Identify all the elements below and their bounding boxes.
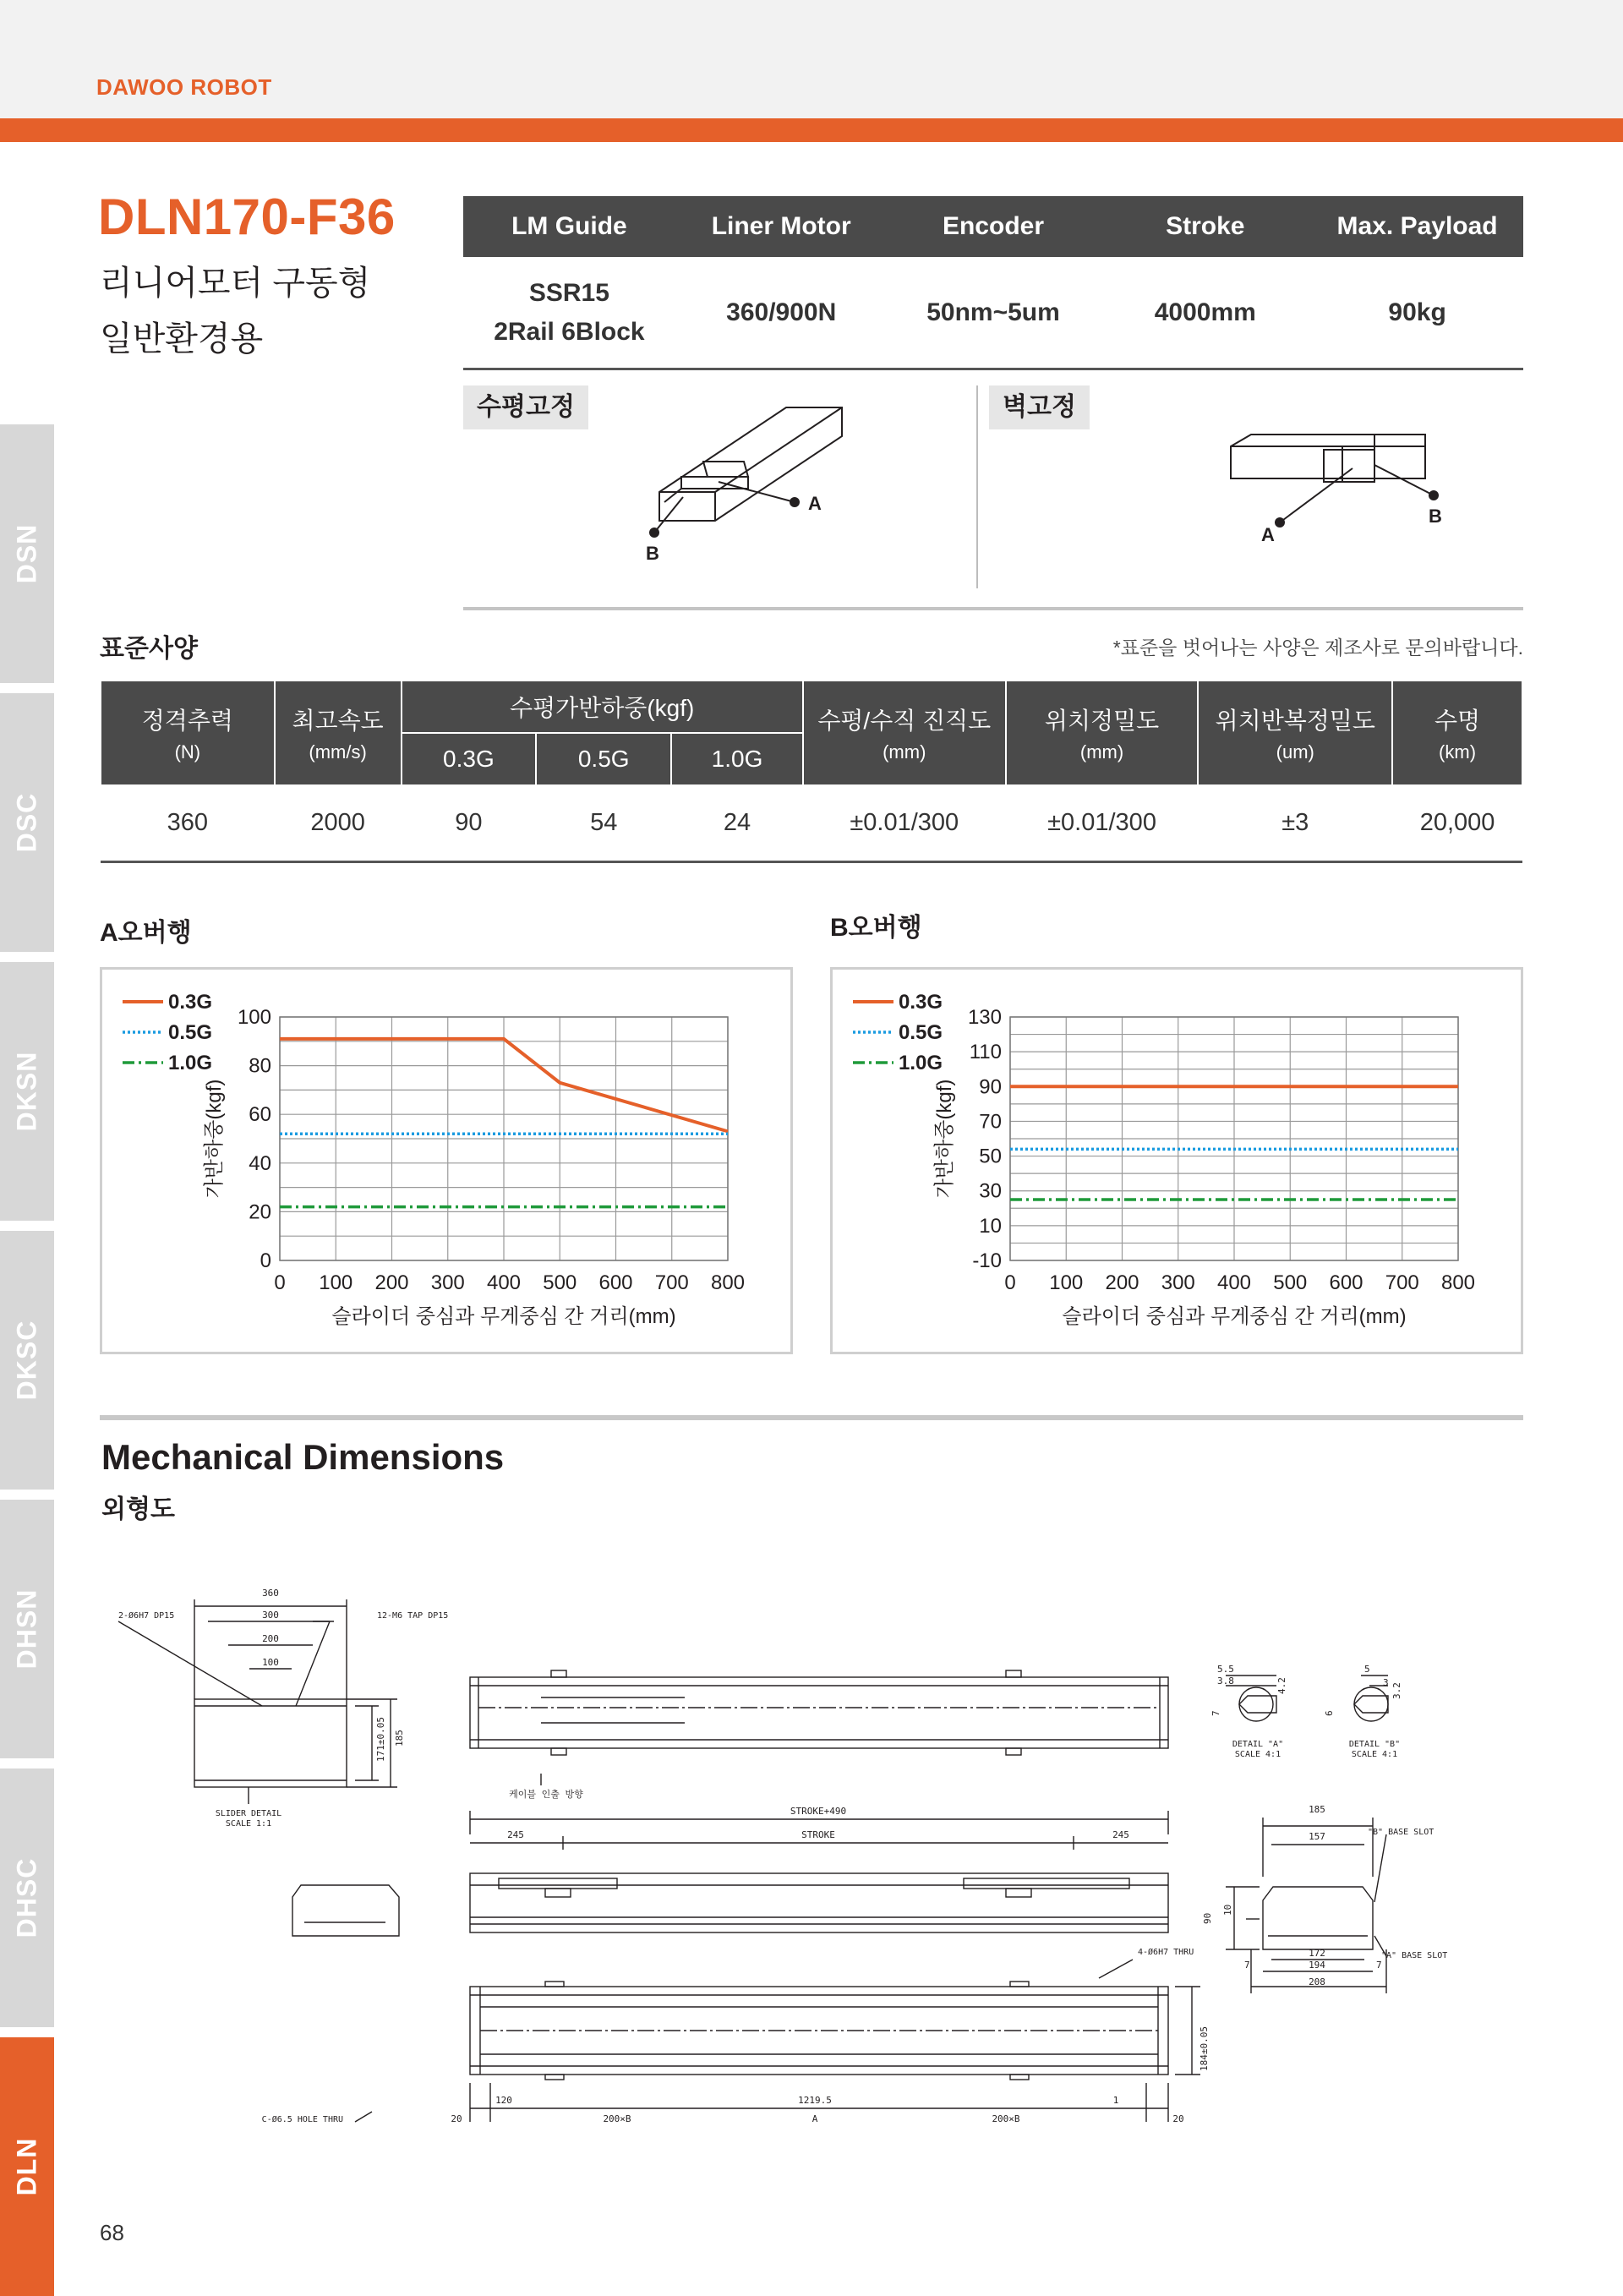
header-repeatability (1198, 681, 1392, 785)
x-tick-label: 200 (374, 1271, 409, 1294)
y-tick-label: 130 (967, 1006, 1002, 1029)
dim-stroke: STROKE (801, 1829, 835, 1840)
dim-h10: 10 (1222, 1904, 1233, 1916)
legend-label: 1.0G (168, 1052, 213, 1074)
header-rated-thrust-label: 정격추력 (141, 708, 233, 734)
x-tick-label: 800 (1440, 1271, 1476, 1294)
dim-w172: 172 (1309, 1948, 1325, 1959)
legend-label: 0.5G (168, 1021, 213, 1044)
y-tick-label: 0 (260, 1249, 271, 1272)
dim-360: 360 (262, 1588, 279, 1599)
header-straightness (803, 681, 1006, 785)
slider-detail-label: SLIDER DETAIL (215, 1809, 282, 1818)
y-tick-label: 90 (979, 1075, 1002, 1099)
side-tab-dhsc[interactable] (0, 1768, 54, 2027)
spec-table (463, 196, 1523, 370)
x-tick-label: 700 (1385, 1271, 1419, 1294)
header-positioning (1006, 681, 1199, 785)
dim-s7-left: 7 (1244, 1960, 1250, 1971)
point-a-label: A (808, 493, 822, 514)
header-max-speed (275, 681, 402, 785)
dim-100: 100 (262, 1657, 279, 1668)
spec-value-payload: 90kg (1388, 298, 1446, 326)
header-accent-bar (0, 118, 1623, 142)
side-tab-dln[interactable] (0, 2037, 54, 2296)
value-life: 20,000 (1392, 785, 1522, 861)
dim-w194: 194 (1309, 1960, 1325, 1971)
value-rated-thrust: 360 (101, 785, 275, 861)
header-g05: 0.5G (536, 733, 671, 785)
detail-b-label: DETAIL "B" (1348, 1740, 1401, 1749)
dim-5-5: 5.5 (1217, 1664, 1234, 1675)
mechanical-subtitle: 외형도 (101, 1495, 175, 1523)
spec-header-lm-guide: LM Guide (511, 212, 627, 240)
detail-a-scale: SCALE 4:1 (1234, 1750, 1281, 1759)
hole-thru-note: C-Ø6.5 HOLE THRU (261, 2115, 343, 2124)
side-tab-dksc[interactable] (0, 1231, 54, 1490)
header-life-label: 수명 (1434, 708, 1481, 734)
wall-mount-label: 벽고정 (989, 385, 1090, 429)
x-tick-label: 800 (710, 1271, 746, 1294)
x-tick-label: 100 (319, 1271, 353, 1294)
dim-200: 200 (262, 1633, 279, 1644)
side-tab-label: DKSN (11, 1051, 42, 1132)
standard-spec-title: 표준사양 (100, 635, 198, 663)
side-tab-label: DHSN (11, 1588, 42, 1670)
slider-detail-outline (194, 1699, 347, 1787)
detail-b-scale: SCALE 4:1 (1351, 1750, 1398, 1759)
side-tab-dhsn[interactable] (0, 1500, 54, 1758)
spec-value-stroke: 4000mm (1154, 298, 1256, 326)
dim-1219-5: 1219.5 (798, 2095, 832, 2106)
dim-245-right: 245 (1112, 1829, 1129, 1840)
dim-6: 6 (1324, 1710, 1335, 1716)
header-positioning-label: 위치정밀도 (1044, 708, 1160, 734)
legend-label: 0.3G (168, 991, 213, 1014)
y-tick-label: 30 (979, 1179, 1002, 1203)
x-tick-label: 100 (1049, 1271, 1084, 1294)
chart-a-title: A오버행 (100, 919, 192, 947)
wall-point-a-label: A (1261, 524, 1275, 545)
y-tick-label: 110 (969, 1041, 1002, 1064)
y-axis-label: 가반하중(kgf) (203, 1079, 226, 1199)
dim-h185: 185 (394, 1730, 405, 1747)
chart-b (833, 970, 1521, 1352)
side-tab-label: DKSC (11, 1320, 42, 1401)
dim-h184: 184±0.05 (1199, 2026, 1210, 2071)
value-g05: 54 (536, 785, 671, 861)
x-axis-label: 슬라이더 중심과 무게중심 간 거리(mm) (331, 1305, 676, 1328)
dim-20-right: 20 (1172, 2113, 1184, 2124)
dim-w185: 185 (1309, 1804, 1325, 1815)
legend-label: 0.3G (899, 991, 943, 1014)
y-axis-label: 가반하중(kgf) (933, 1079, 956, 1199)
value-straightness: ±0.01/300 (803, 785, 1006, 861)
chart-a (102, 970, 790, 1352)
value-g10: 24 (671, 785, 803, 861)
dim-120: 120 (495, 2095, 512, 2106)
legend-label: 1.0G (899, 1052, 943, 1074)
x-tick-label: 700 (654, 1271, 689, 1294)
dim-4-2: 4.2 (1276, 1677, 1287, 1694)
standard-spec-table (100, 680, 1523, 863)
header-life-unit: (km) (1439, 741, 1477, 763)
chart-b-box (830, 967, 1523, 1354)
x-tick-label: 300 (430, 1271, 465, 1294)
spec-value-lm-guide: SSR15 2Rail 6Block (494, 278, 645, 346)
spec-value-motor: 360/900N (726, 298, 837, 326)
wall-mount-diagram (1217, 431, 1471, 558)
header-payload: 수평가반하중(kgf) (402, 681, 803, 733)
spec-header-encoder: Encoder (942, 212, 1044, 240)
tap-note: 12-M6 TAP DP15 (377, 1611, 449, 1621)
subtitle-line-1: 리니어모터 구동형 (100, 265, 371, 302)
y-tick-label: 100 (237, 1006, 271, 1029)
x-tick-label: 500 (1273, 1271, 1308, 1294)
header-straightness-label: 수평/수직 진직도 (817, 708, 992, 734)
legend-label: 0.5G (899, 1021, 943, 1044)
spec-header-stroke: Stroke (1166, 212, 1245, 240)
end-view-small (292, 1885, 399, 1936)
a-base-slot-note: "A" BASE SLOT (1381, 1951, 1448, 1960)
dim-300: 300 (262, 1610, 279, 1621)
mount-bottom-rule (463, 607, 1523, 610)
side-tab-label: DSC (11, 792, 42, 853)
x-tick-label: 600 (1329, 1271, 1363, 1294)
dim-w157: 157 (1309, 1831, 1325, 1842)
dim-200xb-left: 200×B (603, 2113, 631, 2124)
header-max-speed-unit: (mm/s) (309, 741, 367, 763)
section-separator (100, 1415, 1523, 1420)
side-tab-dsn[interactable] (0, 424, 54, 683)
chart-a-box (100, 967, 793, 1354)
page-number: 68 (100, 2220, 124, 2245)
x-tick-label: 600 (598, 1271, 633, 1294)
dim-7: 7 (1210, 1710, 1221, 1716)
spec-header-row (463, 196, 1523, 257)
pin-hole-note: 2-Ø6H7 DP15 (118, 1611, 175, 1621)
spec-value-row (463, 257, 1523, 370)
side-tab-label: DHSC (11, 1857, 42, 1938)
value-g03: 90 (402, 785, 537, 861)
value-repeatability: ±3 (1198, 785, 1392, 861)
dim-20-left: 20 (451, 2113, 462, 2124)
b-base-slot-note: "B" BASE SLOT (1368, 1828, 1434, 1837)
dim-h171: 171±0.05 (375, 1717, 386, 1762)
y-tick-label: 40 (249, 1151, 271, 1175)
mount-divider (976, 385, 978, 588)
spec-value-encoder: 50nm~5um (926, 298, 1060, 326)
header-life (1392, 681, 1522, 785)
y-tick-label: 50 (979, 1145, 1002, 1168)
dim-5: 5 (1364, 1664, 1370, 1675)
dim-245-left: 245 (507, 1829, 524, 1840)
standard-spec-note: *표준을 벗어나는 사양은 제조사로 문의바랍니다. (1112, 637, 1523, 659)
slider-detail-scale: SCALE 1:1 (225, 1819, 272, 1829)
y-tick-label: 60 (249, 1103, 271, 1127)
dim-3-8: 3.8 (1217, 1676, 1234, 1686)
header-repeatability-unit: (um) (1276, 741, 1314, 763)
point-b-label: B (646, 543, 659, 564)
header-repeatability-label: 위치반복정밀도 (1215, 708, 1375, 734)
header-g03: 0.3G (402, 733, 537, 785)
header-positioning-unit: (mm) (1079, 741, 1124, 763)
header-g10: 1.0G (671, 733, 803, 785)
mechanical-drawing (93, 1581, 1479, 2139)
horizontal-mount-label: 수평고정 (463, 385, 588, 429)
dim-w208: 208 (1309, 1976, 1325, 1987)
standard-spec-row (101, 785, 1522, 861)
header-rated-thrust-unit: (N) (174, 741, 201, 763)
x-tick-label: 400 (486, 1271, 522, 1294)
dim-s7-right: 7 (1376, 1960, 1382, 1971)
horizontal-mount-diagram (626, 397, 896, 566)
dim-200xb-right: 200×B (992, 2113, 1020, 2124)
x-tick-label: 0 (1004, 1271, 1016, 1294)
spec-header-payload: Max. Payload (1336, 212, 1498, 240)
value-positioning: ±0.01/300 (1006, 785, 1199, 861)
dim-h90: 90 (1202, 1912, 1213, 1924)
chart-b-title: B오버행 (830, 914, 922, 942)
side-tab-label: DLN (11, 2137, 42, 2196)
y-tick-label: -10 (972, 1249, 1002, 1272)
header-straightness-unit: (mm) (883, 741, 926, 763)
y-tick-label: 70 (979, 1110, 1002, 1134)
cable-direction-note: 케이블 인출 방향 (509, 1789, 583, 1800)
dim-1: 1 (1112, 2095, 1119, 2106)
x-tick-label: 0 (274, 1271, 286, 1294)
dim-stroke-490: STROKE+490 (790, 1806, 847, 1817)
thru-hole-note: 4-Ø6H7 THRU (1138, 1948, 1194, 1957)
top-view-outline (470, 1677, 1168, 1748)
wall-point-b-label: B (1429, 506, 1442, 527)
brand-name: DAWOO ROBOT (96, 74, 272, 100)
dim-a: A (812, 2113, 818, 2124)
side-tab-label: DSN (11, 523, 42, 584)
spec-header-motor: Liner Motor (711, 212, 851, 240)
y-tick-label: 80 (249, 1054, 271, 1078)
header-max-speed-label: 최고속도 (292, 708, 384, 734)
end-view-large (1263, 1887, 1373, 1949)
x-axis-label: 슬라이더 중심과 무게중심 간 거리(mm) (1062, 1305, 1407, 1328)
dim-3-2: 3.2 (1391, 1682, 1402, 1699)
detail-a-label: DETAIL "A" (1232, 1740, 1284, 1749)
x-tick-label: 200 (1105, 1271, 1139, 1294)
side-tab-dsc[interactable] (0, 693, 54, 952)
side-tab-dksn[interactable] (0, 962, 54, 1221)
header-rated-thrust (101, 681, 275, 785)
dim-3: 3 (1383, 1677, 1389, 1688)
y-tick-label: 20 (249, 1200, 271, 1224)
mechanical-title: Mechanical Dimensions (101, 1437, 505, 1477)
x-tick-label: 500 (543, 1271, 577, 1294)
model-title: DLN170-F36 (98, 189, 396, 245)
x-tick-label: 300 (1161, 1271, 1195, 1294)
product-subtitle (100, 255, 370, 367)
y-tick-label: 10 (979, 1214, 1002, 1238)
value-max-speed: 2000 (275, 785, 402, 861)
x-tick-label: 400 (1216, 1271, 1252, 1294)
header-band (0, 0, 1623, 118)
subtitle-line-2: 일반환경용 (100, 320, 264, 358)
